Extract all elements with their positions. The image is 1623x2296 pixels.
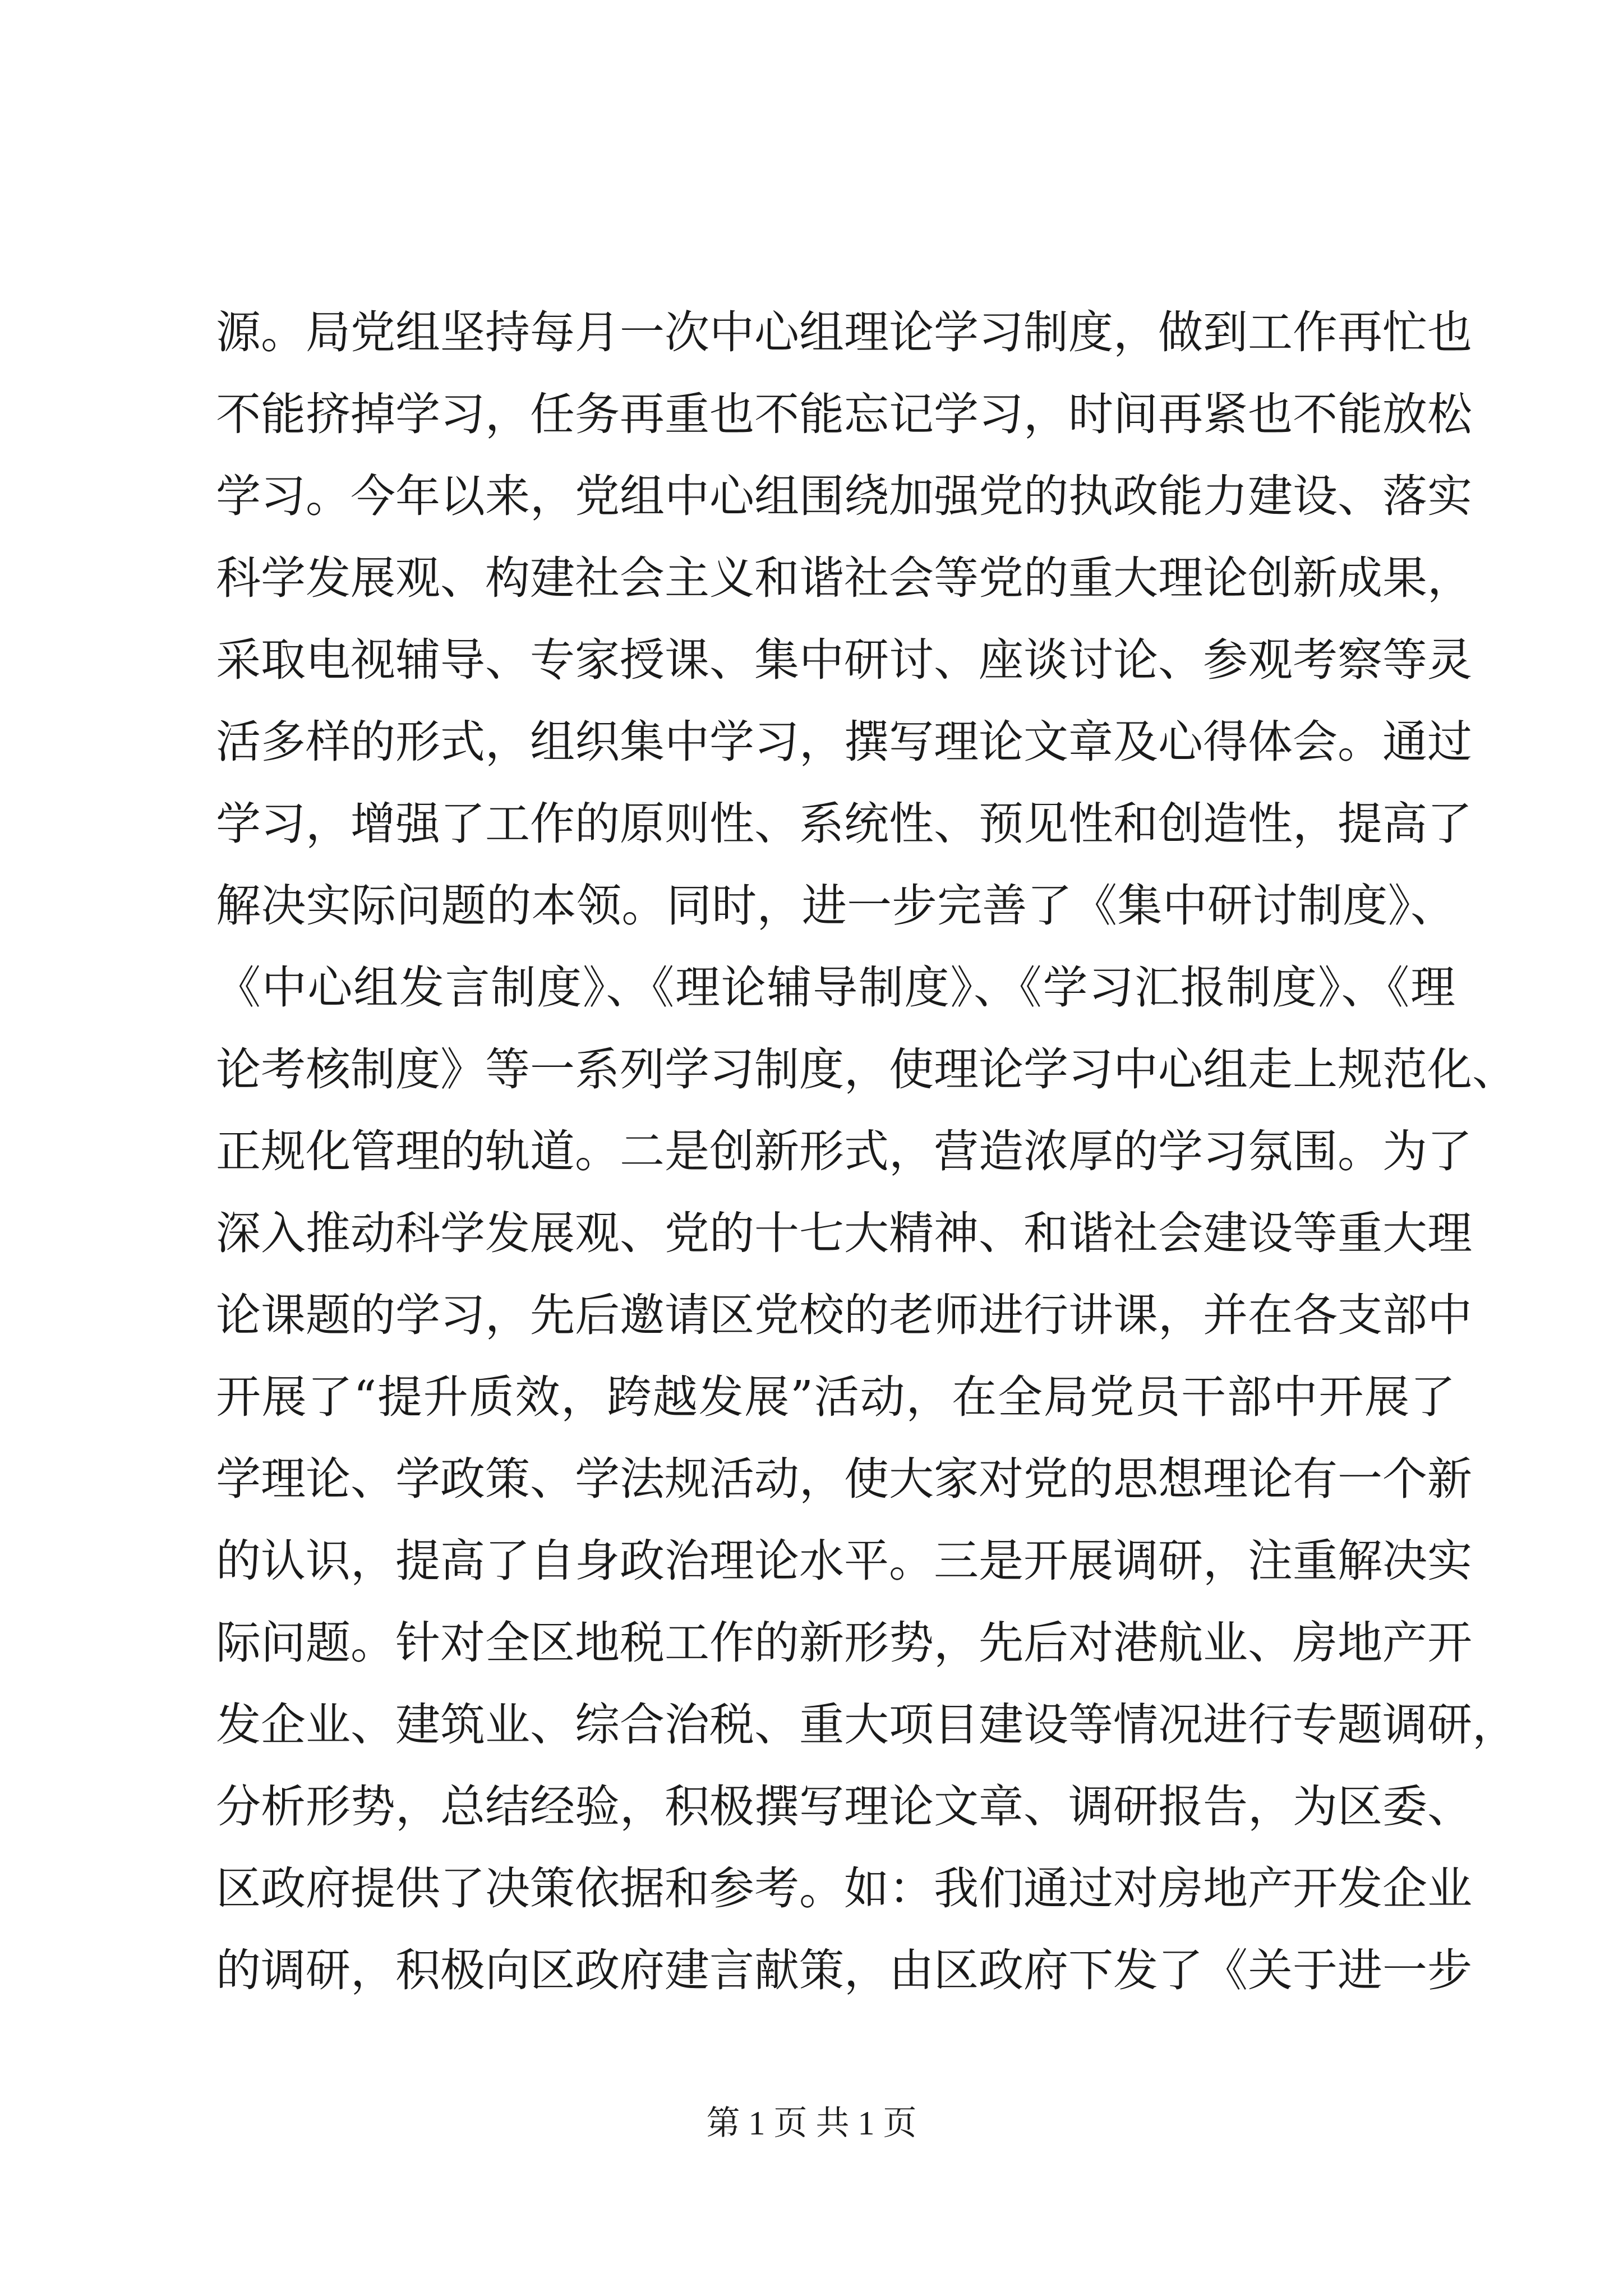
- text-line-9: 《中心组发言制度》、《理论辅导制度》、《学习汇报制度》、《理: [216, 961, 1455, 1014]
- text-line-11: 正规化管理的轨道。二是创新形式，营造浓厚的学习氛围。为了: [216, 1125, 1472, 1177]
- text-line-19: 分析形势，总结经验，积极撰写理论文章、调研报告，为区委、: [216, 1780, 1472, 1833]
- text-line-20: 区政府提供了决策依据和参考。如：我们通过对房地产开发企业: [216, 1862, 1472, 1915]
- text-line-21: 的调研，积极向区政府建言献策，由区政府下发了《关于进一步: [216, 1944, 1472, 1996]
- text-line-6: 活多样的形式，组织集中学习，撰写理论文章及心得体会。通过: [216, 716, 1472, 768]
- text-line-18: 发企业、建筑业、综合治税、重大项目建设等情况进行专题调研，: [216, 1699, 1517, 1751]
- text-line-2: 不能挤掉学习，任务再重也不能忘记学习，时间再紧也不能放松: [216, 388, 1472, 440]
- text-line-15: 学理论、学政策、学法规活动，使大家对党的思想理论有一个新: [216, 1453, 1472, 1505]
- text-line-14: 开展了“提升质效，跨越发展”活动，在全局党员干部中开展了: [216, 1371, 1455, 1423]
- text-line-7: 学习，增强了工作的原则性、系统性、预见性和创造性，提高了: [216, 798, 1472, 850]
- text-line-16: 的认识，提高了自身政治理论水平。三是开展调研，注重解决实: [216, 1535, 1472, 1587]
- text-line-5: 采取电视辅导、专家授课、集中研讨、座谈讨论、参观考察等灵: [216, 634, 1472, 686]
- text-line-17: 际问题。针对全区地税工作的新形势，先后对港航业、房地产开: [216, 1617, 1472, 1669]
- page-footer: 第 1 页 共 1 页: [706, 2105, 917, 2142]
- text-line-10: 论考核制度》等一系列学习制度，使理论学习中心组走上规范化、: [216, 1043, 1517, 1096]
- text-line-1: 源。局党组坚持每月一次中心组理论学习制度，做到工作再忙也: [216, 306, 1472, 358]
- text-line-4: 科学发展观、构建社会主义和谐社会等党的重大理论创新成果，: [216, 552, 1472, 604]
- text-line-8: 解决实际问题的本领。同时，进一步完善了《集中研讨制度》、: [216, 880, 1455, 932]
- body-text: [216, 292, 1517, 2012]
- text-line-12: 深入推动科学发展观、党的十七大精神、和谐社会建设等重大理: [216, 1207, 1472, 1259]
- text-line-3: 学习。今年以来，党组中心组围绕加强党的执政能力建设、落实: [216, 470, 1472, 522]
- text-line-13: 论课题的学习，先后邀请区党校的老师进行讲课，并在各支部中: [216, 1289, 1472, 1341]
